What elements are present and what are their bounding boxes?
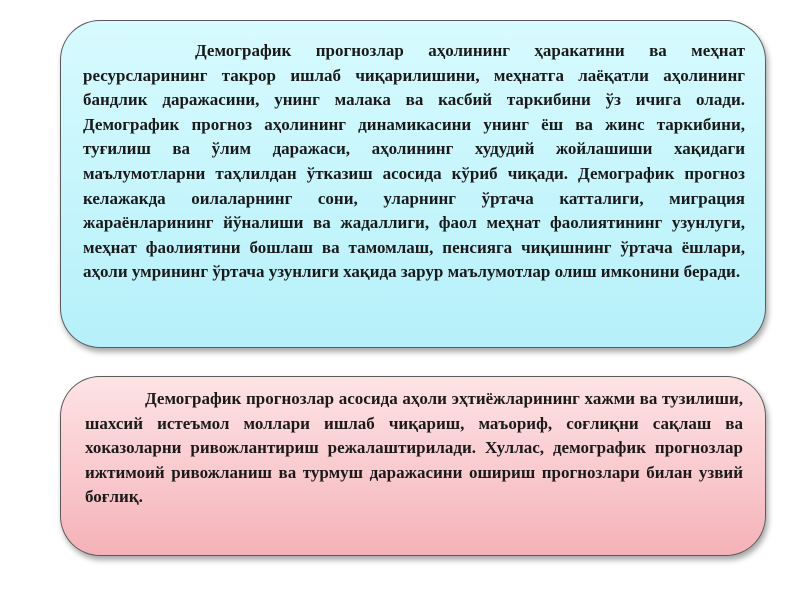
bottom-text-panel [60, 376, 766, 556]
top-panel-paragraph: Демографик прогнозлар аҳолининг ҳаракатини ва меҳнат ресурсларининг такрор ишлаб чиқарилишини, меҳнатга лаёқатли аҳолининг бандлик даражасини, унинг малака ва касбий таркибини ўз ичига олади. Демографик прогноз аҳолининг динамикасини унинг ёш ва жинс таркибини, туғилиш ва ўлим даражаси, аҳолининг худудий жойлашиши хақидаги маълумотларни таҳлилдан ўтказиш асосида кўриб чиқади. Демографик прогноз келажакда оилаларнинг сони, уларнинг ўртача катталиги, миграция жараёнларининг йўналиши ва жадаллиги, фаол меҳнат фаолиятининг узунлуги, меҳнат фаолиятини бошлаш ва тамомлаш, пенсияга чиқишнинг ўртача ёшлари, аҳоли умрининг ўртача узунлиги хақида зарур маълумотлар олиш имконини беради. [83, 41, 745, 282]
top-text-panel [60, 20, 766, 348]
bottom-panel-paragraph: Демографик прогнозлар асосида аҳоли эҳтиёжларининг хажми ва тузилиши, шахсий истеъмол моллари ишлаб чиқариш, маъориф, соғлиқни сақлаш ва хоказоларни ривожлантириш режалаштирилади. Хуллас, демографик прогнозлар ижтимоий ривожланиш ва турмуш даражасини ошириш прогнозлари билан узвий боғлиқ. [85, 389, 743, 507]
